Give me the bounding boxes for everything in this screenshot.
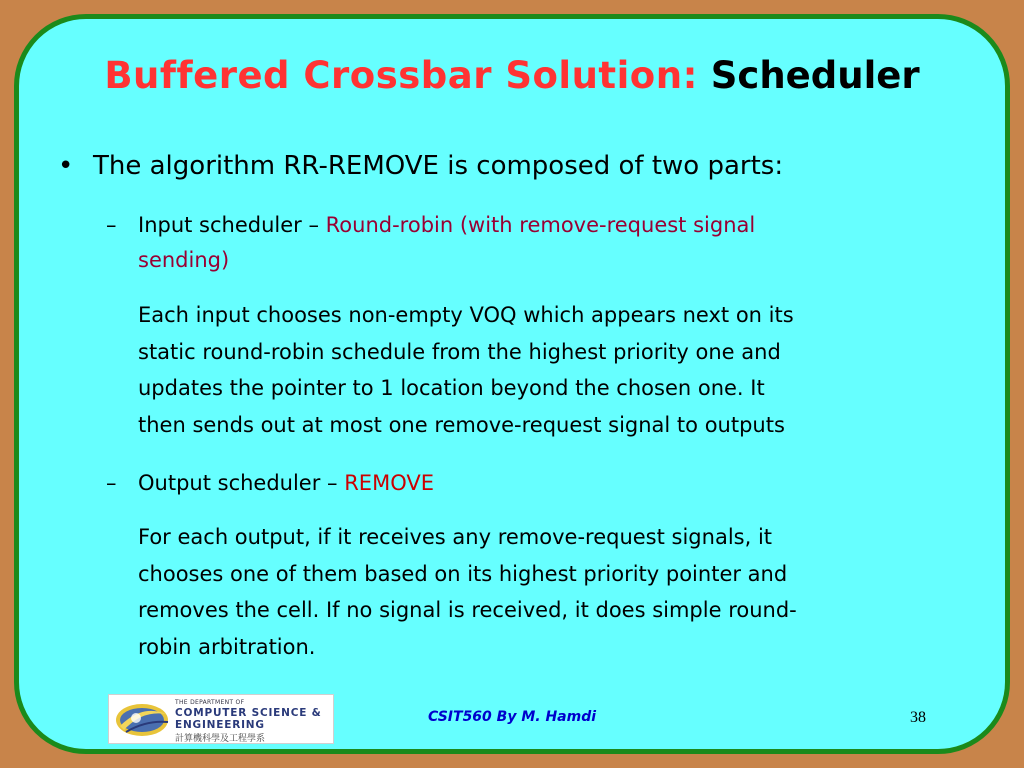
input-desc-line: Each input chooses non-empty VOQ which appears next on its — [138, 303, 794, 327]
input-desc-line: updates the pointer to 1 location beyond the chosen one. It — [138, 376, 765, 400]
footer-credit: CSIT560 By M. Hamdi — [427, 709, 597, 725]
input-scheduler-description — [138, 297, 988, 443]
bullet-dot: • — [58, 151, 74, 181]
logo-line4: 計算機科學及工程學系 — [175, 734, 266, 744]
input-scheduler-label: Input scheduler – — [138, 213, 326, 237]
page-number: 38 — [910, 709, 926, 726]
output-desc-line: For each output, if it receives any remove-request signals, it — [138, 525, 773, 549]
output-desc-line: robin arbitration. — [138, 634, 316, 659]
output-scheduler-heading — [138, 467, 988, 499]
logo-line3: ENGINEERING — [175, 719, 265, 731]
output-desc-line: removes the cell. If no signal is received, it does simple round- — [138, 598, 797, 622]
input-scheduler-heading — [138, 209, 988, 241]
logo-line2: COMPUTER SCIENCE & — [175, 707, 322, 719]
title-sub: Scheduler — [710, 54, 920, 97]
dash-input: – — [106, 213, 117, 237]
slide-title — [0, 52, 1024, 100]
input-desc-line: static round-robin schedule from the highest priority one and — [138, 339, 781, 364]
output-scheduler-accent: REMOVE — [344, 471, 434, 495]
output-scheduler-label: Output scheduler – — [138, 471, 345, 495]
dash-output: – — [106, 471, 117, 495]
title-main: Buffered Crossbar Solution: — [104, 54, 698, 97]
input-scheduler-accent: Round-robin (with remove-request signal — [325, 213, 756, 237]
input-desc-line: then sends out at most one remove-request signal to outputs — [138, 412, 785, 437]
output-desc-line: chooses one of them based on its highest priority pointer and — [138, 561, 788, 586]
logo-line1: THE DEPARTMENT OF — [175, 699, 245, 706]
main-bullet: The algorithm RR-REMOVE is composed of two parts: — [93, 151, 784, 181]
output-scheduler-description — [138, 519, 988, 665]
input-scheduler-accent-cont: sending) — [138, 248, 230, 272]
